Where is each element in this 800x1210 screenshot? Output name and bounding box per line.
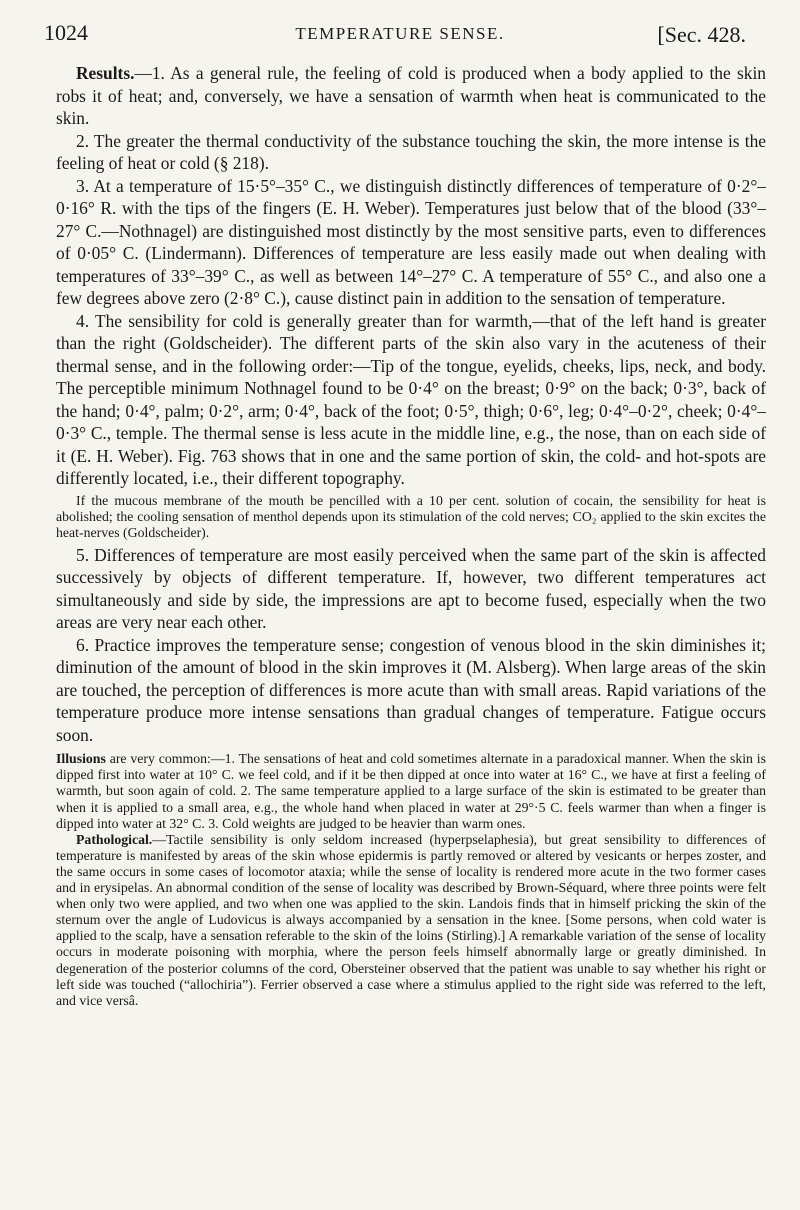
paragraph-results-5: 5. Differences of temperature are most easily perceived when the same part of the skin is affected successively by objects of different temperature. If, however, two different temperatures act simultaneously and side by side, the impressions are apt to become fused, especially when the two areas are very near each other.: [56, 544, 766, 633]
illusions-heading: Illusions: [56, 751, 106, 767]
section-reference: [Sec. 428.: [657, 22, 746, 47]
small-note-illusions: Illusions are very common:—1. The sensations of heat and cold sometimes alternate in a paradoxical manner. When the skin is dipped first into water at 10° C. we feel cold, and if it be then dipped at once into water at 16° C., we have at first a feeling of warmth, but soon again of cold. 2. The same temperature applied to a large surface of the skin is estimated to be greater than when it is applied to a small area, e.g., the whole hand when placed in water at 29°·5 C. feels warmer than when a finger is dipped into water at 32° C. 3. Cold weights are judged to be heavier than warm ones.: [56, 751, 766, 831]
results-heading: Results.: [76, 63, 135, 83]
small-note-pathological: Pathological.—Tactile sensibility is only seldom increased (hyperpselaphesia), but great sensibility to differences of temperature is manifested by areas of the skin whose epidermis is partly removed or altered by vesicants or herpes zoster, and the same occurs in some cases of locomotor ataxia; while the sense of locality is rendered more acute in the two former cases and in erysipelas. An abnormal condition of the sense of locality was described by Brown-Séquard, where three points were felt when only two were applied, and two when one was applied to the skin. Landois finds that in himself pricking the skin of the sternum over the angle of Ludovicus is always accompanied by a sensation in the knee. [Some persons, when cold water is applied to the scalp, have a sensation referable to the skin of the loins (Stirling).] A remarkable variation of the sense of locality occurs in moderate poisoning with morphia, where the person feels himself abnormally large or greatly diminished. In degeneration of the posterior columns of the cord, Obersteiner observed that the patient was unable to say whether his right or left side was touched (“allochiria”). Ferrier observed a case where a stimulus applied to the right side was referred to the left, and vice versâ.: [56, 831, 766, 1008]
pathological-heading: Pathological.: [76, 831, 153, 847]
page-body: [56, 62, 766, 1009]
running-title: TEMPERATURE SENSE.: [295, 24, 505, 43]
paragraph-results-6: 6. Practice improves the temperature sense; congestion of venous blood in the skin diminishes it; diminution of the amount of blood in the skin improves it (M. Alsberg). When large areas of the skin are touched, the perception of differences is more acute than with small areas. Rapid variations of the temperature produce more intense sensations than gradual changes of temperature. Fatigue occurs soon.: [56, 634, 766, 745]
paragraph-results-4: 4. The sensibility for cold is generally greater than for warmth,—that of the left hand is greater than the right (Goldscheider). The different parts of the skin also vary in the acuteness of their thermal sense, and in the following order:—Tip of the tongue, eyelids, cheeks, lips, neck, and body. The perceptible minimum Nothnagel found to be 0·4° on the breast; 0·9° on the back; 0·3°, back of the hand; 0·4°, palm; 0·2°, arm; 0·4°, back of the foot; 0·5°, thigh; 0·6°, leg; 0·4°–0·2°, cheek; 0·4°–0·3° C., temple. The thermal sense is less acute in the middle line, e.g., the nose, than on each side of it (E. H. Weber). Fig. 763 shows that in one and the same portion of skin, the cold- and hot-spots are differently located, i.e., their different topography.: [56, 310, 766, 488]
page-number: 1024: [44, 20, 88, 45]
paragraph-results-1: Results.—1. As a general rule, the feeling of cold is produced when a body applied to the skin robs it of heat; and, conversely, we have a sensation of warmth when heat is communicated to the skin.: [56, 63, 766, 128]
paragraph-results-2: 2. The greater the thermal conductivity of the substance touching the skin, the more intense is the feeling of heat or cold (§ 218).: [56, 130, 766, 173]
small-note-cocain: If the mucous membrane of the mouth be pencilled with a 10 per cent. solution of cocain, the sensibility for heat is abolished; the cooling sensation of menthol depends upon its stimulation of the cold nerves; CO₂ applied to the skin excites the heat-nerves (Goldscheider).: [56, 492, 766, 540]
paragraph-results-3: 3. At a temperature of 15·5°–35° C., we distinguish distinctly differences of temperature of 0·2°–0·16° R. with the tips of the fingers (E. H. Weber). Temperatures just below that of the blood (33°–27° C.—Nothnagel) are distinguished most distinctly by the most sensitive parts, even to differences of 0·05° C. (Lindermann). Differences of temperature are less easily made out when dealing with temperatures of 33°–39° C., as well as between 14°–27° C. A temperature of 55° C., and also one a few degrees above zero (2·8° C.), cause distinct pain in addition to the sensation of temperature.: [56, 175, 766, 308]
page-header: [0, 14, 800, 54]
